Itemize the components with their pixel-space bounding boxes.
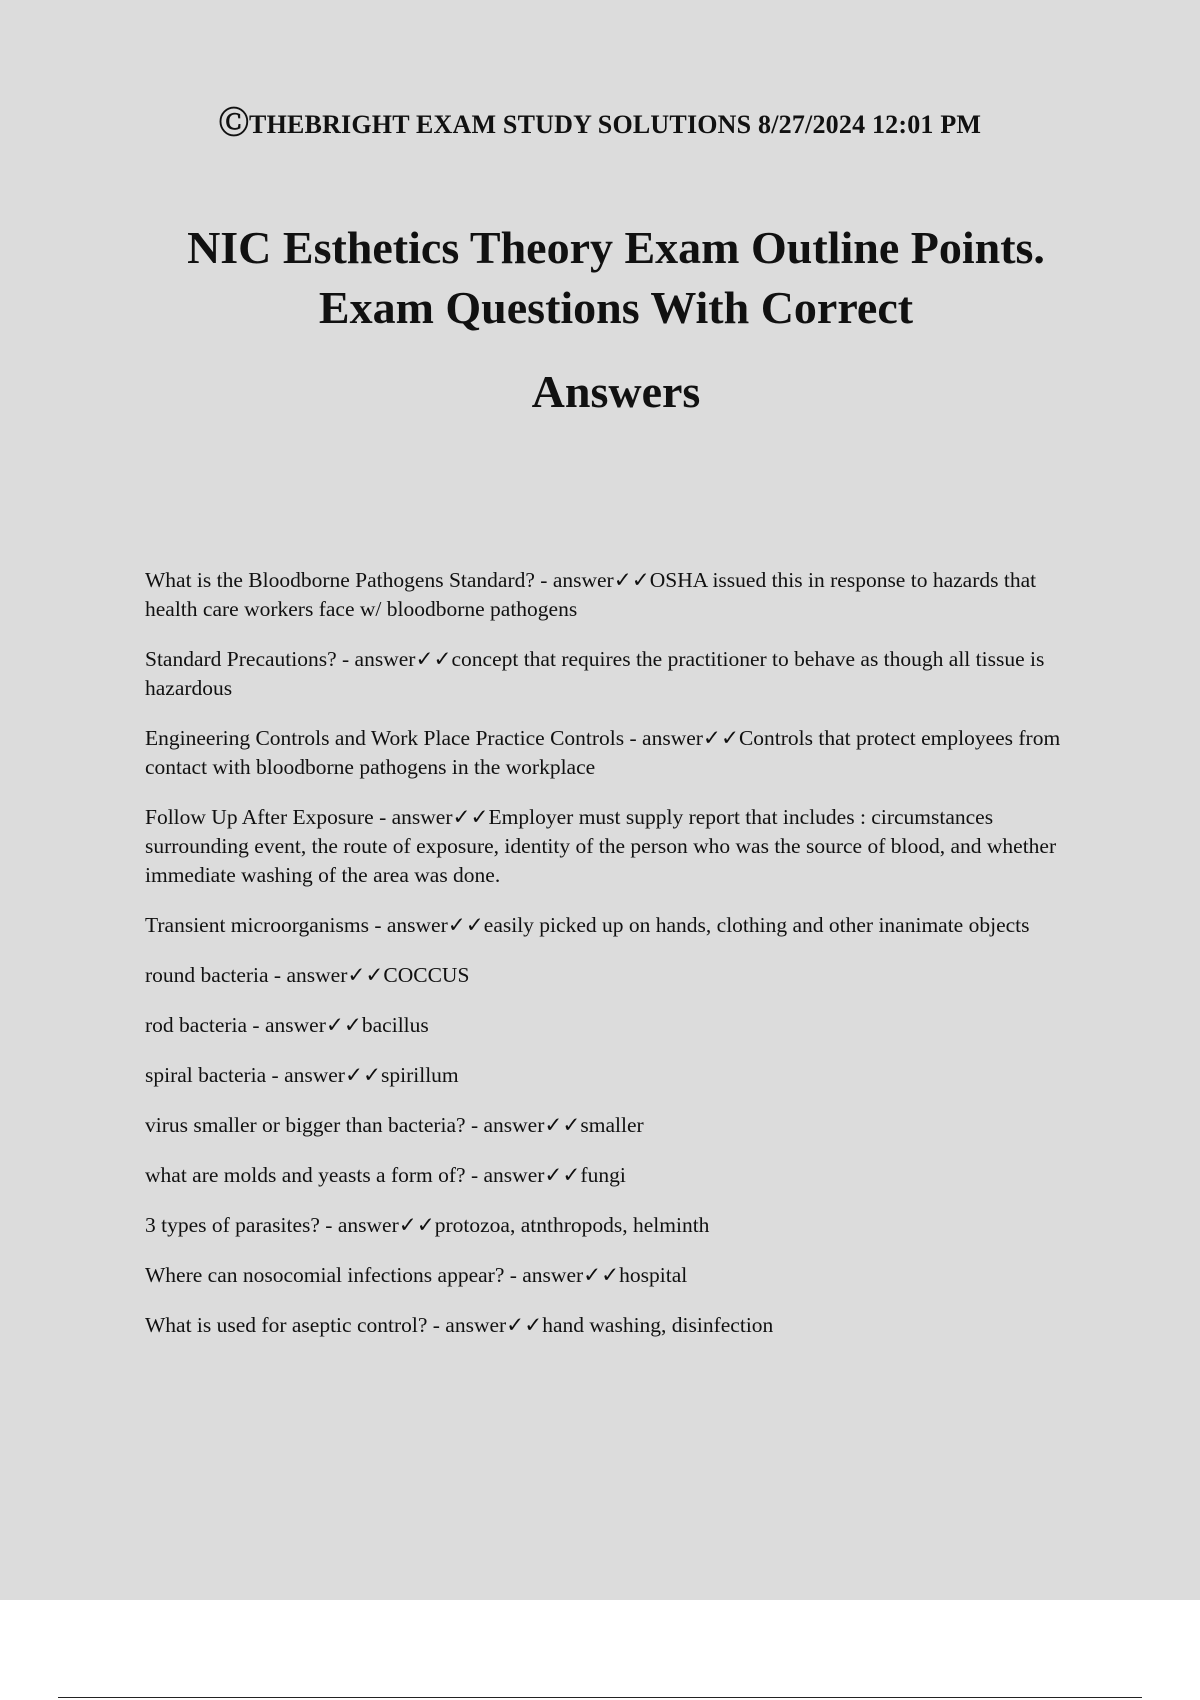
qa-item: What is used for aseptic control? - answer✓✓hand washing, disinfection — [145, 1313, 774, 1337]
qa-item: rod bacteria - answer✓✓bacillus — [145, 1013, 429, 1037]
title-line-2: Exam Questions With Correct — [318, 282, 914, 333]
qa-item: Transient microorganisms - answer✓✓easily picked up on hands, clothing and other inanimate objects — [145, 913, 1030, 937]
footer-divider — [58, 1697, 1142, 1698]
qa-item: Standard Precautions? - answer✓✓concept that requires the practitioner to behave as though all tissue is hazardous — [145, 647, 1045, 700]
title-line-1: NIC Esthetics Theory Exam Outline Points. — [187, 222, 1045, 273]
document-title — [60, 218, 1172, 338]
qa-item: spiral bacteria - answer✓✓spirillum — [145, 1063, 459, 1087]
qa-item: Engineering Controls and Work Place Practice Controls - answer✓✓Controls that protect employees from contact with bloodborne pathogens in the workplace — [145, 726, 1061, 779]
qa-item: what are molds and yeasts a form of? - answer✓✓fungi — [145, 1163, 626, 1187]
watermark-text: THEBRIGHT EXAM STUDY SOLUTIONS 8/27/2024 12:01 PM — [249, 110, 982, 139]
qa-item: Where can nosocomial infections appear? - answer✓✓hospital — [145, 1263, 688, 1287]
qa-item: round bacteria - answer✓✓COCCUS — [145, 963, 470, 987]
title-line-3: Answers — [531, 366, 701, 417]
qa-list — [145, 566, 1075, 1361]
watermark-header — [0, 98, 1200, 142]
qa-item: What is the Bloodborne Pathogens Standard? - answer✓✓OSHA issued this in response to hazards that health care workers face w/ bloodborne pathogens — [145, 568, 1037, 621]
qa-item: virus smaller or bigger than bacteria? - answer✓✓smaller — [145, 1113, 644, 1137]
qa-item: 3 types of parasites? - answer✓✓protozoa, atnthropods, helminth — [145, 1213, 710, 1237]
qa-item: Follow Up After Exposure - answer✓✓Employer must supply report that includes : circumstances surrounding event, the route of exposure, identity of the person who was the source of blood, and whether immediate washing of the area was done. — [145, 805, 1057, 887]
copyright-icon: Ⓒ — [218, 107, 250, 140]
